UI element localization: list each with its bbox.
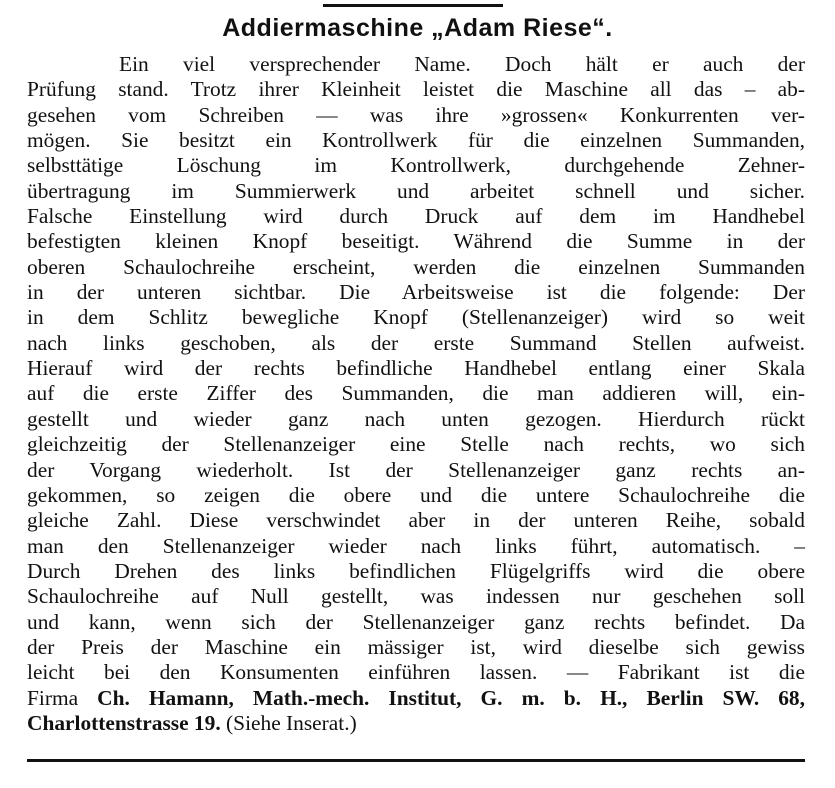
text-line: übertragung im Summierwerk und arbeitet schnell und sicher.: [27, 178, 805, 203]
text-line: leicht bei den Konsumenten einführen lassen. — Fabrikant ist die: [27, 660, 805, 685]
text-line: mögen. Sie besitzt ein Kontrollwerk für die einzelnen Summanden,: [27, 128, 805, 153]
text-line: gleichzeitig der Stellenanzeiger eine Stelle nach rechts, wo sich: [27, 432, 805, 457]
text-line: befestigten kleinen Knopf beseitigt. Während die Summe in der: [27, 229, 805, 254]
text-line: Durch Drehen des links befindlichen Flügelgriffs wird die obere: [27, 558, 805, 583]
text-line: oberen Schaulochreihe erscheint, werden die einzelnen Summanden: [27, 254, 805, 279]
text-line: Hierauf wird der rechts befindliche Handhebel entlang einer Skala: [27, 356, 805, 381]
text-line: der Vorgang wiederholt. Ist der Stellenanzeiger ganz rechts an-: [27, 457, 805, 482]
text-line: gestellt und wieder ganz nach unten gezogen. Hierdurch rückt: [27, 406, 805, 431]
article-body: [27, 52, 805, 736]
text-line: selbsttätige Löschung im Kontrollwerk, durchgehende Zehner-: [27, 153, 805, 178]
text-line: Prüfung stand. Trotz ihrer Kleinheit leistet die Maschine all das – ab-: [27, 77, 805, 102]
address-line: [27, 711, 805, 736]
text-line: in dem Schlitz bewegliche Knopf (Stellenanzeiger) wird so weit: [27, 305, 805, 330]
text-line: Schaulochreihe auf Null gestellt, was indessen nur geschehen soll: [27, 584, 805, 609]
text-line: Ein viel versprechender Name. Doch hält er auch der: [119, 52, 805, 76]
advert-note: (Siehe Inserat.): [226, 710, 357, 735]
article-title: Addiermaschine „Adam Riese“.: [222, 14, 613, 42]
text-line: nach links geschoben, als der erste Summand Stellen aufweist.: [27, 330, 805, 355]
bottom-rule: [27, 759, 805, 762]
text-line: der Preis der Maschine ein mässiger ist, wird dieselbe sich gewiss: [27, 634, 805, 659]
text-line: gleiche Zahl. Diese verschwindet aber in der unteren Reihe, sobald: [27, 508, 805, 533]
text-line: man den Stellenanzeiger wieder nach links führt, automatisch. –: [27, 533, 805, 558]
text-line: gesehen vom Schreiben — was ihre »grossen« Konkurrenten ver-: [27, 102, 805, 127]
firm-line: [27, 686, 805, 711]
text-line: und kann, wenn sich der Stellenanzeiger ganz rechts befindet. Da: [27, 609, 805, 634]
firm-address: Charlottenstrasse 19.: [27, 710, 221, 735]
firm-prefix: Firma: [27, 685, 79, 710]
text-line: in der unteren sichtbar. Die Arbeitsweise ist die folgende: Der: [27, 280, 805, 305]
text-line: auf die erste Ziffer des Summanden, die man addieren will, ein-: [27, 381, 805, 406]
text-line: Falsche Einstellung wird durch Druck auf dem im Handhebel: [27, 204, 805, 229]
top-rule: [323, 4, 503, 7]
firm-name: Ch. Hamann, Math.-mech. Institut, G. m. b. H., Berlin SW. 68,: [97, 685, 805, 710]
text-line: gekommen, so zeigen die obere und die untere Schaulochreihe die: [27, 482, 805, 507]
